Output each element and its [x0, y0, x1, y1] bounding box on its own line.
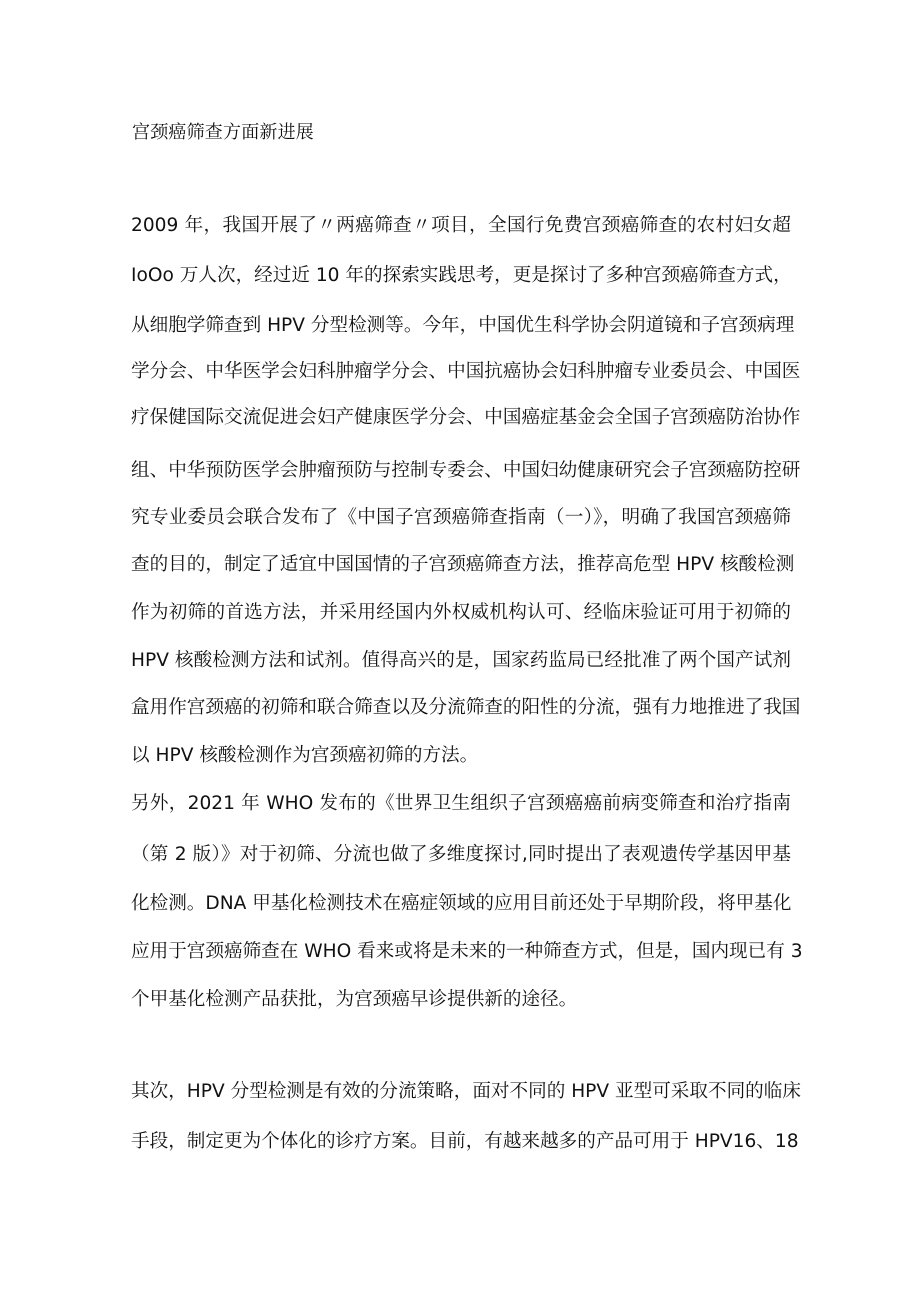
paragraph-line: 学分会、中华医学会妇科肿瘤学分会、中国抗癌协会妇科肿瘤专业委员会、中国医 — [131, 361, 801, 382]
paragraph-line: 化检测。DNA 甲基化检测技术在癌症领域的应用目前还处于早期阶段，将甲基化 — [131, 893, 792, 914]
paragraph-line: 查的目的，制定了适宜中国国情的子宫颈癌筛查方法，推荐高危型 HPV 核酸检测 — [131, 554, 795, 575]
paragraph-line: 究专业委员会联合发布了《中国子宫颈癌筛查指南（一）》，明确了我国宫颈癌筛 — [131, 507, 791, 528]
paragraph-line: 盒用作宫颈癌的初筛和联合筛查以及分流筛查的阳性的分流，强有力地推进了我国 — [131, 697, 801, 718]
paragraph-line: 以 HPV 核酸检测作为宫颈癌初筛的方法。 — [131, 745, 479, 766]
paragraph-line: IoOo 万人次，经过近 10 年的探索实践思考，更是探讨了多种宫颈癌筛查方式， — [131, 265, 792, 286]
paragraph-line: 个甲基化检测产品获批，为宫颈癌早诊提供新的途径。 — [131, 989, 578, 1010]
paragraph-line: 疗保健国际交流促进会妇产健康医学分会、中国癌症基金会全国子宫颈癌防治协作 — [131, 407, 801, 428]
paragraph-line: 其次，HPV 分型检测是有效的分流策略，面对不同的 HPV 亚型可采取不同的临床 — [131, 1081, 801, 1102]
paragraph-line: 手段，制定更为个体化的诊疗方案。目前，有越来越多的产品可用于 HPV16、18 — [131, 1131, 799, 1152]
paragraph-line: 作为初筛的首选方法，并采用经国内外权威机构认可、经临床验证可用于初筛的 — [131, 602, 791, 623]
paragraph-line: 组、中华预防医学会肿瘤预防与控制专委会、中国妇幼健康研究会子宫颈癌防控研 — [131, 460, 801, 481]
document-title: 宫颈癌筛查方面新进展 — [132, 122, 314, 143]
paragraph-line: 应用于宫颈癌筛查在 WHO 看来或将是未来的一种筛查方式，但是，国内现已有 3 — [131, 941, 803, 962]
paragraph-line: HPV 核酸检测方法和试剂。值得高兴的是，国家药监局已经批准了两个国产试剂 — [131, 650, 791, 671]
paragraph-line: 另外，2021 年 WHO 发布的《世界卫生组织子宫颈癌癌前病变筛查和治疗指南 — [131, 793, 791, 814]
paragraph-line: （第 2 版）》对于初筛、分流也做了多维度探讨,同时提出了表观遗传学基因甲基 — [131, 844, 791, 865]
paragraph-line: 从细胞学筛查到 HPV 分型检测等。今年，中国优生科学协会阴道镜和子宫颈病理 — [131, 315, 795, 336]
paragraph-line: 2009 年，我国开展了〃两癌筛查〃项目，全国行免费宫颈癌筛查的农村妇女超 — [131, 215, 791, 236]
